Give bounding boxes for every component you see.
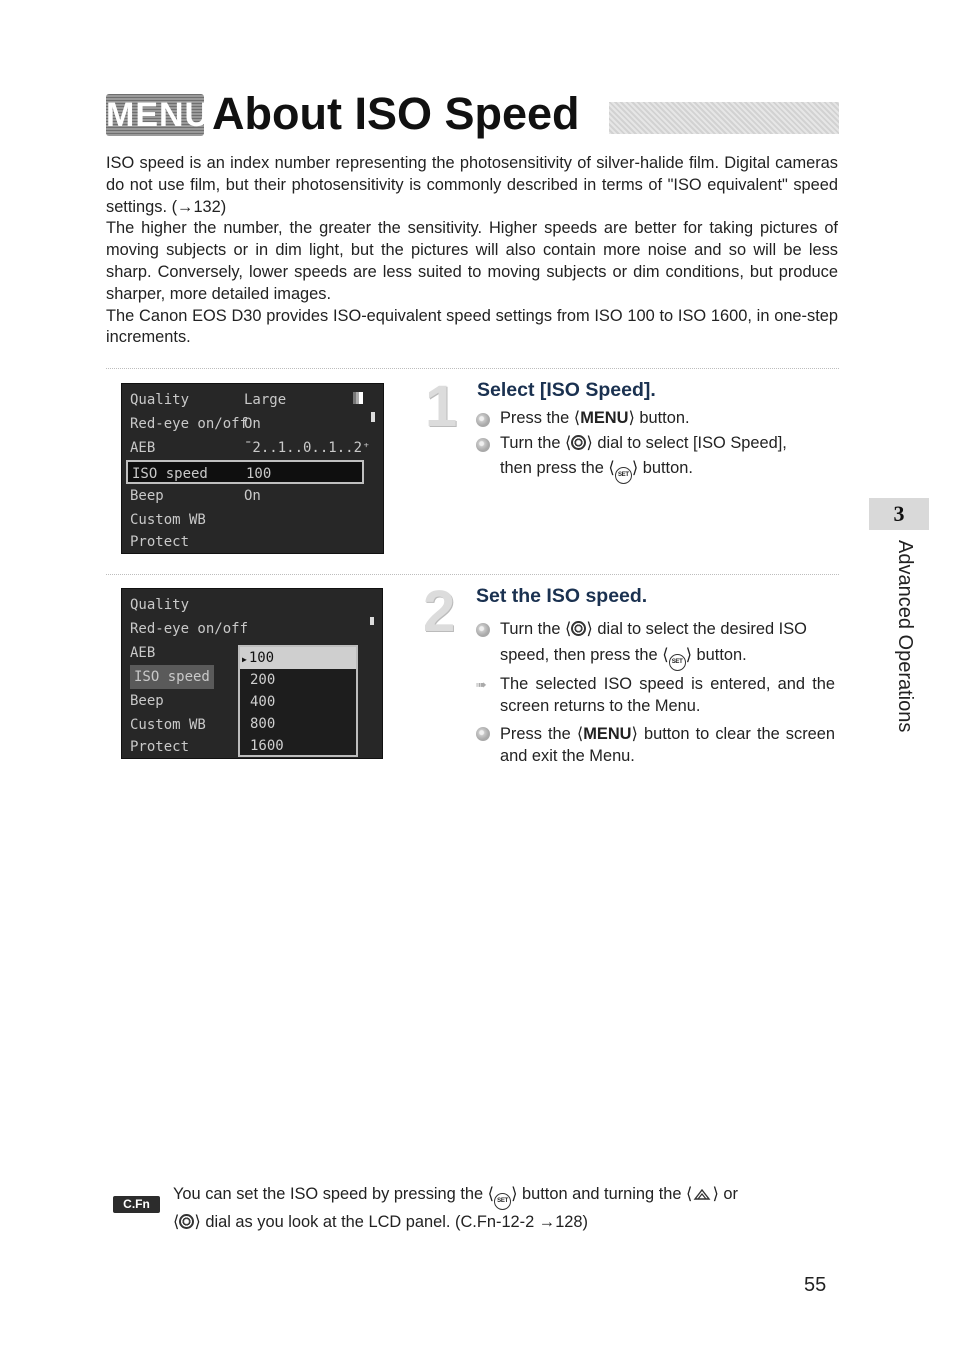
menu-row-quality: Quality — [130, 597, 190, 613]
cfn-badge: C.Fn — [113, 1196, 160, 1213]
page-number: 55 — [804, 1274, 827, 1296]
bullet-icon — [476, 438, 490, 452]
divider-2 — [106, 574, 839, 575]
step1-bullet-1: Press the ⟨MENU⟩ button. — [500, 409, 690, 427]
iso-option-800: 800 — [250, 716, 276, 732]
lcd-screen-1 — [121, 383, 384, 554]
step2-bullet-1: Turn the ⟨ ⟩ dial to select the desired ISO — [500, 620, 807, 638]
menu-row-iso-speed: ISO speed 100 — [126, 460, 364, 484]
step-title-2: Set the ISO speed. — [476, 585, 648, 607]
step2-bullet-2: Press the ⟨MENU⟩ button to clear the screen and exit the Menu. — [500, 725, 836, 765]
menu-badge: MENU — [106, 96, 211, 134]
intro-paragraph-2: The higher the number, the greater the sensitivity. Higher speeds are better for taking pictures of moving subjects or in dim light, but the pictures will also contain more noise and so will be less sharp. Conversely, lower speeds are less suited to moving subjects or dim conditions, but produce sharper, more detailed images. — [106, 219, 838, 303]
menu-row-red-eye: Red-eye on/off On — [130, 416, 261, 432]
divider-1 — [106, 368, 839, 369]
menu-row-protect: Protect — [130, 739, 190, 755]
menu-row-beep: Beep On — [130, 488, 261, 504]
iso-options-list — [238, 645, 358, 757]
menu-row-custom-wb: Custom WB — [130, 512, 206, 528]
bullet-icon — [476, 727, 490, 741]
page-title: About ISO Speed — [212, 88, 580, 139]
title-decoration-bar — [609, 102, 839, 134]
set-button-icon: SET — [615, 467, 632, 484]
chapter-tab-number: 3 — [869, 498, 929, 530]
step-title-1: Select [ISO Speed]. — [477, 379, 656, 401]
title-row — [106, 88, 839, 140]
iso-option-400: 400 — [250, 694, 276, 710]
iso-option-1600: 1600 — [250, 738, 284, 754]
main-dial-icon — [179, 1214, 194, 1229]
menu-row-beep: Beep — [130, 693, 164, 709]
step2-bullet-1-line2: speed, then press the ⟨ SET ⟩ button. — [500, 645, 747, 671]
menu-row-custom-wb: Custom WB — [130, 717, 206, 733]
step1-bullet-2: Turn the ⟨ ⟩ dial to select [ISO Speed], — [500, 434, 787, 452]
intro-text — [106, 153, 838, 349]
bullet-icon — [476, 413, 490, 427]
menu-row-aeb: AEB ¯2..1..0..1..2⁺ — [130, 440, 371, 456]
menu-row-aeb: AEB — [130, 645, 156, 661]
menu-row-iso-speed: ISO speed — [122, 665, 382, 689]
set-button-icon: SET — [494, 1193, 511, 1210]
step-number-1: 1 — [425, 374, 458, 439]
intro-paragraph-1: ISO speed is an index number representing the photosensitivity of silver-halide film. Digital cameras do not use film, but their photosensitivity is commonly described in terms of "ISO equivalent" speed settings. (→132) — [106, 154, 838, 216]
step2-result: The selected ISO speed is entered, and the screen returns to the Menu. — [500, 675, 835, 715]
menu-row-red-eye: Red-eye on/off — [130, 621, 249, 637]
main-dial-icon — [571, 621, 586, 636]
main-dial-icon — [571, 435, 586, 450]
menu-row-protect: Protect — [130, 534, 190, 550]
menu-row-quality: Quality Large — [130, 392, 287, 408]
intro-paragraph-3: The Canon EOS D30 provides ISO-equivalent speed settings from ISO 100 to ISO 1600, in one-step increments. — [106, 306, 838, 347]
chapter-tab-label: Advanced Operations — [894, 540, 916, 733]
set-button-icon: SET — [669, 654, 686, 671]
iso-option-100: ▶ 100 — [240, 647, 356, 669]
lcd-screen-2 — [121, 588, 383, 759]
step-number-2: 2 — [423, 579, 456, 644]
result-arrow-icon: ➠ — [476, 677, 487, 692]
iso-option-200: 200 — [250, 672, 276, 688]
cfn-note: You can set the ISO speed by pressing the ⟨ SET ⟩ button and turning the ⟨ ⟩ or ⟨ ⟩ dial as you look at the LCD panel. (C.Fn-12-2 →128) — [173, 1185, 738, 1231]
bullet-icon — [476, 623, 490, 637]
lcd-panel-dial-icon — [692, 1187, 712, 1201]
step1-bullet-2-line2: then press the ⟨ SET ⟩ button. — [500, 458, 693, 484]
